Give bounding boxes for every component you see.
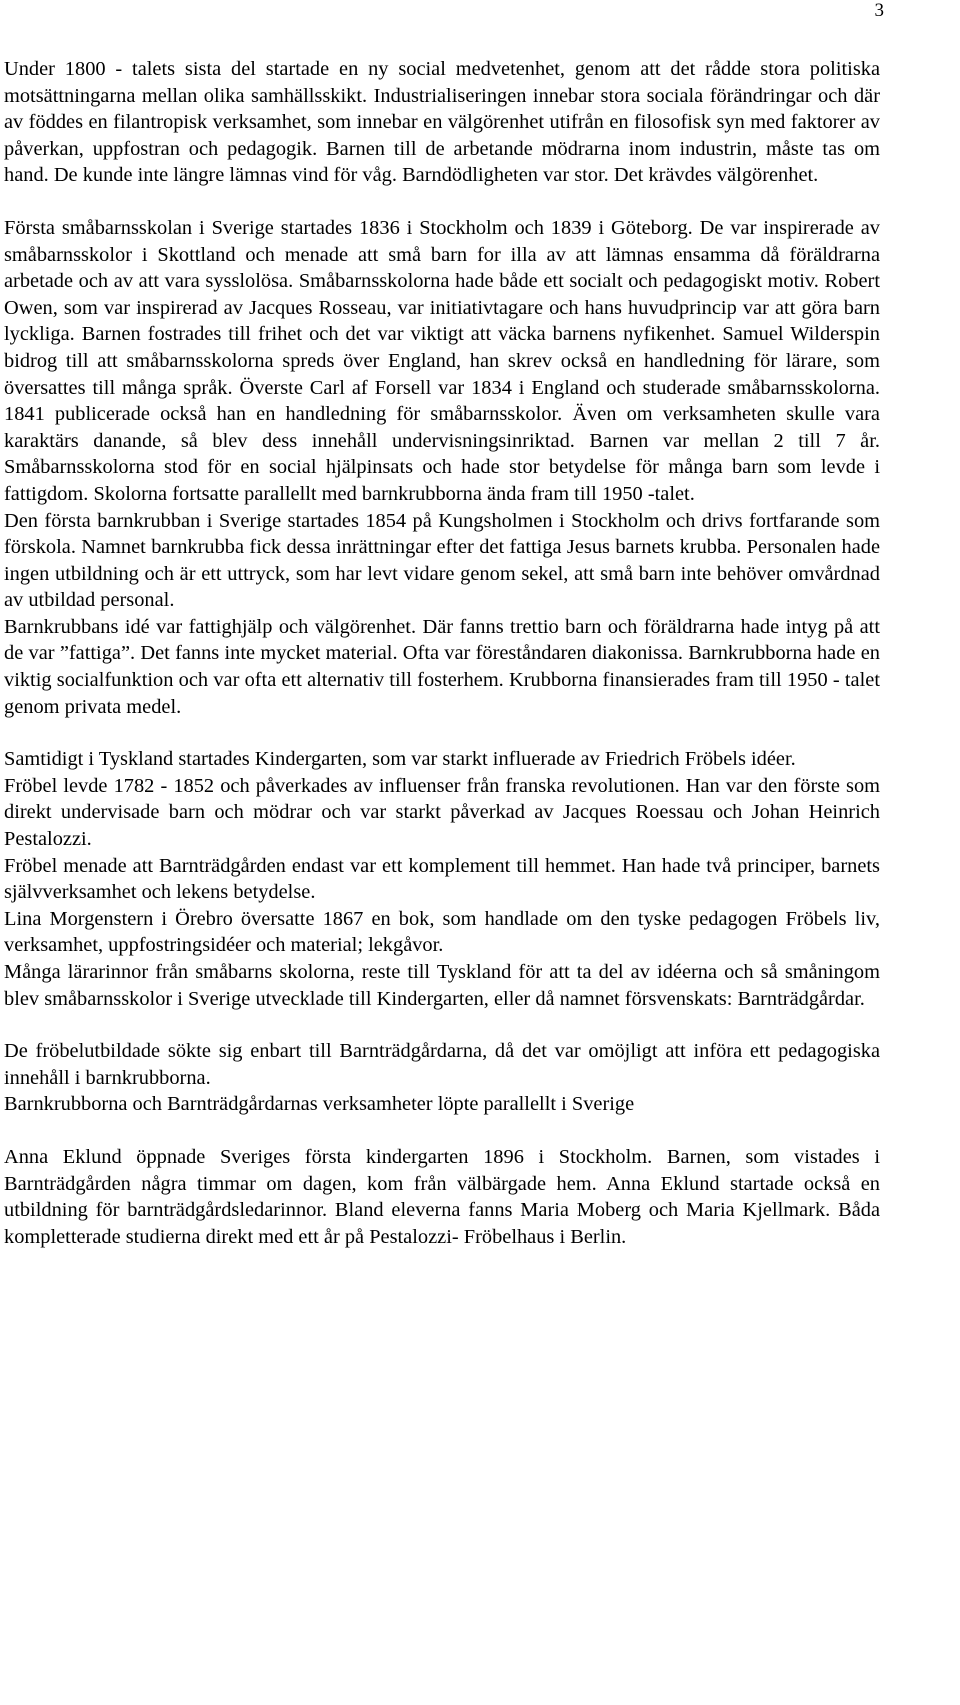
paragraph-block: [4, 746, 880, 773]
paragraph-smabarnsskolan: Första småbarnsskolan i Sverige startades 1836 i Stockholm och 1839 i Göteborg. De var inspirerade av småbarnsskolor i Skottland och menade att små barn for illa av att lämnas ensamma då föräldrarna arbetade och av att vara sysslolösa. Småbarnsskolorna hade både ett socialt och pedagogiskt motiv. Robert Owen, som var inspirerad av Jacques Rosseau, var initiativtagare och hans huvudprincip var att göra barn lyckliga. Barnen fostrades till frihet och det var viktigt att väcka barnens nyfikenhet. Samuel Wilderspin bidrog till att småbarnsskolorna spreds över England, han skrev också en handledning för lärare, som översattes till många språk. Överste Carl af Forsell var 1834 i England och studerade småbarnsskolorna. 1841 publicerade också han en handledning för småbarnsskolor. Även om verksamheten skulle vara karaktärs danande, så blev dess innehåll undervisningsinriktad. Barnen var mellan 2 till 7 år. Småbarnsskolorna stod för en social hjälpinsats och hade stor betydelse för många barn som levde i fattigdom. Skolorna fortsatte parallellt med barnkrubborna ända fram till 1950 -talet.: [4, 216, 880, 505]
paragraph-block: [4, 614, 880, 720]
paragraph-block: [4, 906, 880, 959]
paragraph-gap: [4, 1118, 880, 1144]
paragraph-block: [4, 56, 880, 189]
paragraph-block: [4, 1144, 880, 1250]
paragraph-gap: [4, 189, 880, 215]
paragraph-parallellt: Barnkrubborna och Barnträdgårdarnas verksamheter löpte parallellt i Sverige: [4, 1093, 635, 1116]
paragraph-industrialization: Under 1800 - talets sista del startade en ny social medvetenhet, genom att det rådde stora politiska motsättningarna mellan olika samhällsskikt. Industrialiseringen innebar stora sociala förändringar och där av föddes en filantropisk verksamhet, som innebar en välgörenhet utifrån en filosofisk syn med faktorer av påverkan, uppfostran och pedagogik. Barnen till de arbetande mödrarna inom industrin, måste tas om hand. De kunde inte längre lämnas vind för våg. Barndödligheten var stor. Det krävdes välgörenhet.: [4, 58, 880, 187]
paragraph-block: [4, 959, 880, 1012]
paragraph-block: [4, 508, 880, 614]
paragraph-block: [4, 773, 880, 853]
paragraph-kindergarten: Samtidigt i Tyskland startades Kindergarten, som var starkt influerade av Friedrich Fröbels idéer.: [4, 748, 796, 771]
paragraph-block: [4, 853, 880, 906]
paragraph-block: [4, 1091, 880, 1118]
document-body: [4, 56, 880, 1250]
paragraph-gap: [4, 1012, 880, 1038]
page-number: 3: [874, 0, 884, 21]
paragraph-frobelutbildade: De fröbelutbildade sökte sig enbart till Barnträdgårdarna, då det var omöjligt att införa ett pedagogiska innehåll i barnkrubborna.: [4, 1040, 880, 1089]
paragraph-block: [4, 1038, 880, 1091]
paragraph-gap: [4, 720, 880, 746]
paragraph-block: [4, 215, 880, 508]
paragraph-barnkrubbans-ide: Barnkrubbans idé var fattighjälp och välgörenhet. Där fanns trettio barn och föräldrarna hade intyg på att de var ”fattiga”. Det fanns inte mycket material. Ofta var föreståndaren diakonissa. Barnkrubborna hade en viktig socialfunktion och var ofta ett alternativ till fosterhem. Krubborna finansierades fram till 1950 - talet genom privata medel.: [4, 615, 880, 718]
paragraph-frobel-principles: Fröbel menade att Barnträdgården endast var ett komplement till hemmet. Han hade två principer, barnets självverksamhet och lekens betydelse.: [4, 854, 880, 904]
paragraph-frobel-life: Fröbel levde 1782 - 1852 och påverkades av influenser från franska revolutionen. Han var den förste som direkt undervisade barn och mödrar och var starkt påverkad av Jacques Roessau och Johan Heinrich Pestalozzi.: [4, 774, 880, 851]
paragraph-lina-morgenstern: Lina Morgenstern i Örebro översatte 1867 en bok, som handlade om den tyske pedagogen Fröbels liv, verksamhet, uppfostringsidéer och material; lekgåvor.: [4, 907, 880, 957]
paragraph-lararinnor: Många lärarinnor från småbarns skolorna, reste till Tyskland för att ta del av idéerna och så småningom blev småbarnsskolor i Sverige utvecklade till Kindergarten, eller då namnet försvenskats: Barnträdgårdar.: [4, 961, 880, 1010]
paragraph-anna-eklund: Anna Eklund öppnade Sveriges första kindergarten 1896 i Stockholm. Barnen, som vistades i Barnträdgården några timmar om dagen, kom från välbärgade hem. Anna Eklund startade också en utbildning för barnträdgårdsledarinnor. Bland eleverna fanns Maria Moberg och Maria Kjellmark. Båda kompletterade studierna direkt med ett år på Pestalozzi- Fröbelhaus i Berlin.: [4, 1145, 880, 1248]
paragraph-barnkrubban: Den första barnkrubban i Sverige startades 1854 på Kungsholmen i Stockholm och drivs fortfarande som förskola. Namnet barnkrubba fick dessa inrättningar efter det fattiga Jesus barnets krubba. Personalen hade ingen utbildning och är ett uttryck, som har levt vidare genom sekel, att små barn inte behöver omvårdnad av utbildad personal.: [4, 509, 880, 612]
